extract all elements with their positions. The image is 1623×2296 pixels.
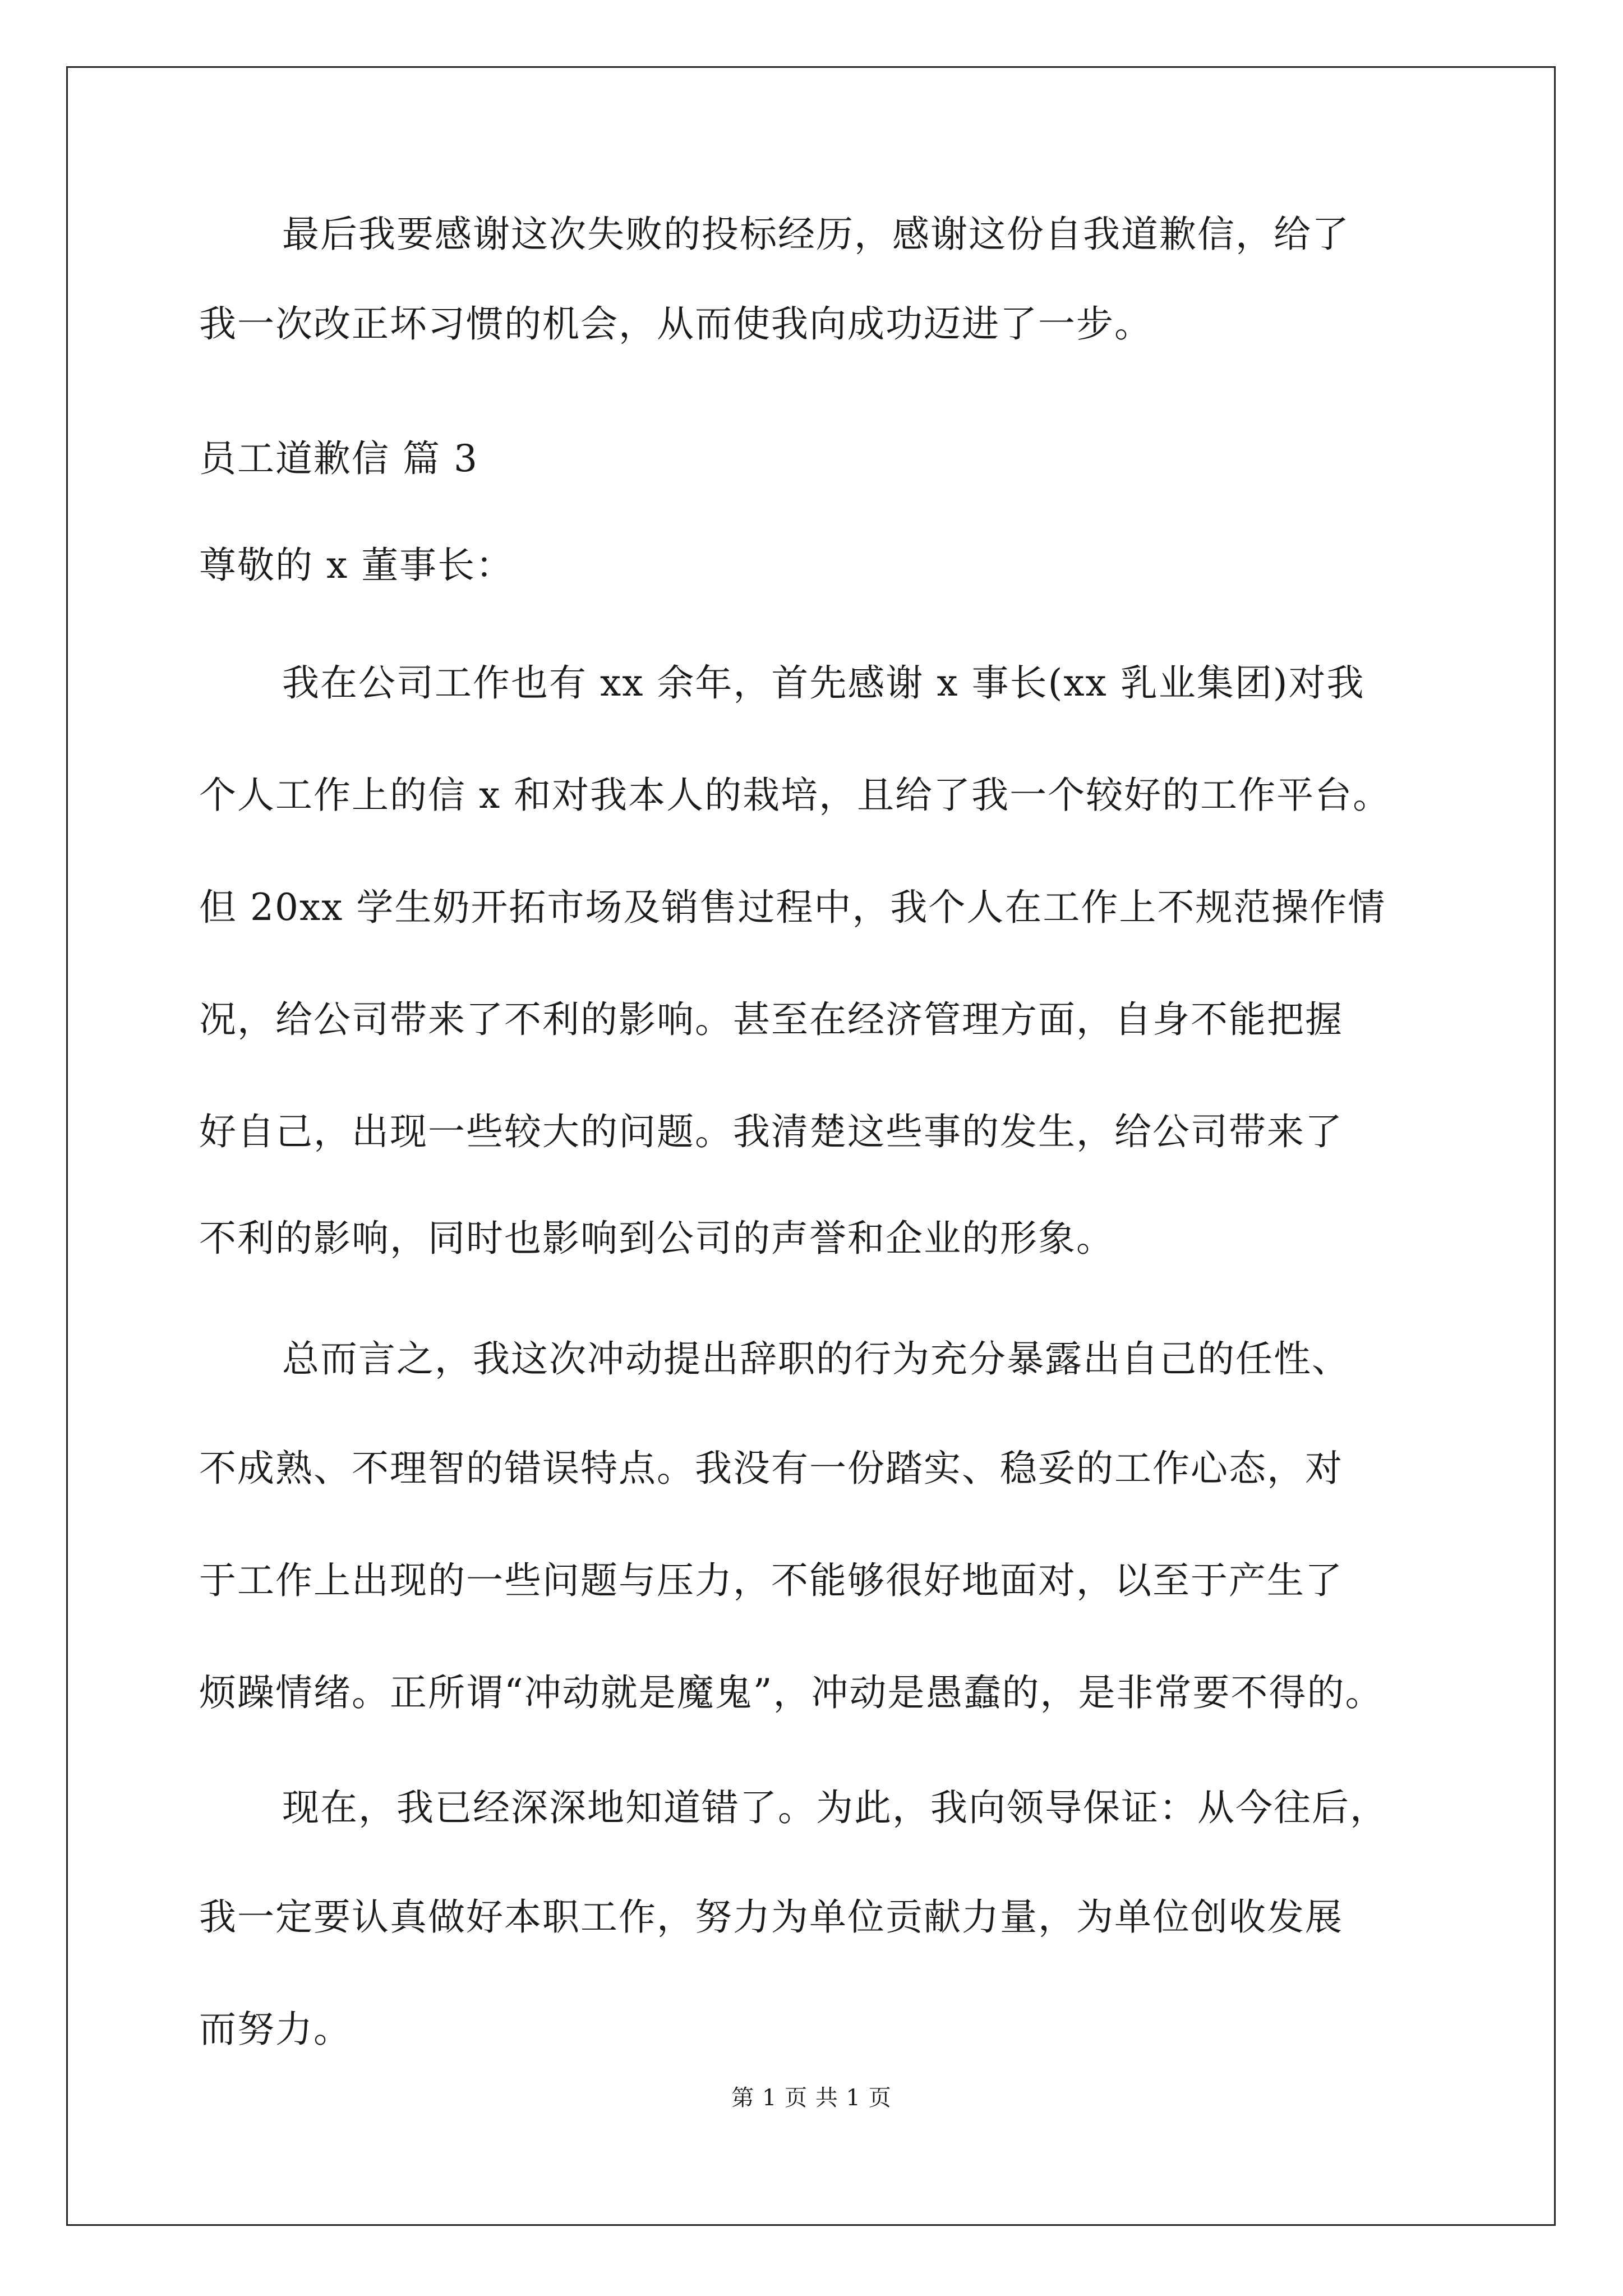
paragraph-line: 不利的影响，同时也影响到公司的声誉和企业的形象。: [199, 1217, 1114, 1260]
paragraph-line: 我一定要认真做好本职工作，努力为单位贡献力量，为单位创收发展: [199, 1895, 1343, 1939]
paragraph-line: 个人工作上的信 x 和对我本人的栽培，且给了我一个较好的工作平台。: [199, 774, 1391, 817]
paragraph-line: 但 20xx 学生奶开拓市场及销售过程中，我个人在工作上不规范操作情: [199, 886, 1386, 929]
paragraph-line: 总而言之，我这次冲动提出辞职的行为充分暴露出自己的任性、: [282, 1337, 1350, 1381]
paragraph-line: 我一次改正坏习惯的机会，从而使我向成功迈进了一步。: [199, 302, 1152, 346]
paragraph-line: 现在，我已经深深地知道错了。为此，我向领导保证：从今往后，: [282, 1786, 1388, 1829]
page-number: 第 1 页 共 1 页: [731, 2085, 892, 2111]
paragraph-line: 烦躁情绪。正所谓“冲动就是魔鬼”，冲动是愚蠢的，是非常要不得的。: [199, 1671, 1384, 1714]
paragraph-line: 好自己，出现一些较大的问题。我清楚这些事的发生，给公司带来了: [199, 1110, 1343, 1153]
paragraph-line: 不成熟、不理智的错误特点。我没有一份踏实、稳妥的工作心态，对: [199, 1447, 1343, 1490]
section-heading: 员工道歉信 篇 3: [199, 437, 478, 480]
paragraph-line: 最后我要感谢这次失败的投标经历，感谢这份自我道歉信，给了: [282, 213, 1350, 256]
paragraph-line: 于工作上出现的一些问题与压力，不能够很好地面对，以至于产生了: [199, 1559, 1343, 1602]
paragraph-line: 况，给公司带来了不利的影响。甚至在经济管理方面，自身不能把握: [199, 998, 1343, 1041]
paragraph-line: 我在公司工作也有 xx 余年，首先感谢 x 事长(xx 乳业集团)对我: [282, 661, 1365, 705]
paragraph-line: 而努力。: [199, 2008, 352, 2051]
salutation: 尊敬的 x 董事长：: [199, 544, 514, 587]
